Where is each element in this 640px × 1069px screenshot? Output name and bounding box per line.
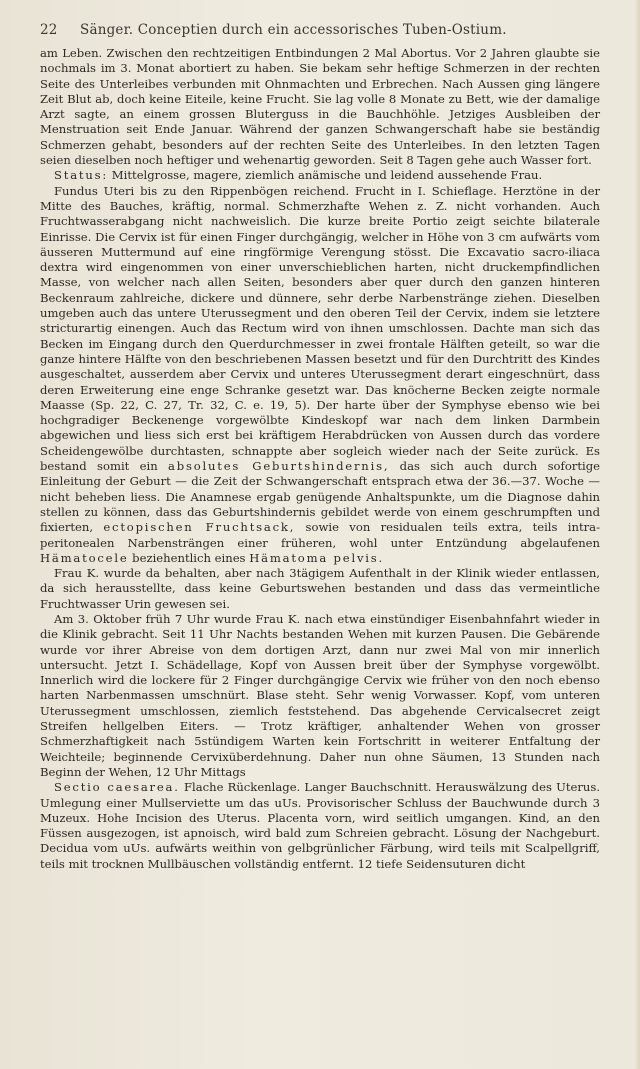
spaced-emphasis-text: Sectio caesarea.	[54, 780, 180, 795]
paragraph-text: Frau K. wurde da behalten, aber nach 3tägigem Aufenthalt in der Klinik wieder entlassen, da sich herausstellte, dass keine Geburtswehen bestanden und dass das vermeintliche Fruchtwasser Urin gewesen sei.	[40, 566, 600, 611]
paragraph-text: Fundus Uteri bis zu den Rippenbögen reichend. Frucht in I. Schieflage. Herztöne in der Mitte des Bauches, kräftig, normal. Schmerzhafte Wehen z. Z. nicht vorhanden. Auch Fruchtwasserabgang nicht nachweislich. Die kurze breite Portio zeigt seichte bilaterale Einrisse. Die Cervix ist für einen Finger durchgängig, welcher in Höhe von 3 cm aufwärts vom äusseren Muttermund auf eine ringförmige Verengung stösst. Die Excavatio sacro-iliaca dextra wird eingenommen von einer unverschieblichen harten, nicht druckempfindlichen Masse, von welcher nach allen Seiten, besonders aber quer durch den ganzen hinteren Beckenraum zahlreiche, dickere und dünnere, sehr derbe Narbenstränge ziehen. Dieselben umgeben auch das untere Uterussegment und den oberen Teil der Cervix, indem sie letztere stricturartig einengen. Auch das Rectum wird von ihnen umschlossen. Dachte man sich das Becken im Eingang durch den Querdurchmesser in zwei frontale Hälften geteilt, so war die ganze hintere Hälfte von den beschriebenen Massen besetzt und für den Durchtritt des Kindes ausgeschaltet, ausserdem aber Cervix und unteres Uterussegment derart eingeschnürt, dass deren Erweiterung eine enge Schranke gesetzt war. Das knöcherne Becken zeigte normale Maasse (Sp. 22, C. 27, Tr. 32, C. e. 19, 5). Der harte über der Symphyse ebenso wie bei hochgradiger Beckenenge vorgewölbte Kindeskopf war nach dem linken Darmbein abgewichen und liess sich erst bei kräftigem Herabdrücken von Aussen durch das vordere Scheidengewölbe durchtasten, schnappte aber sogleich wieder nach der Seite zurück. Es bestand somit ein	[40, 183, 600, 474]
paragraph-text: Flache Rückenlage. Langer Bauchschnitt. Herauswälzung des Uterus. Umlegung einer Mullserviette um das uUs. Provisorischer Schluss der Bauchwunde durch 3 Muzeux. Hohe Incision des Uterus. Placenta vorn, wird seitlich umgangen. Kind, an den Füssen ausgezogen, ist apnoisch, wird bald zum Schreien gebracht. Lösung der Nachgeburt. Decidua vom uUs. aufwärts weithin von gelbgrünlicher Färbung, wird teils mit Scalpellgriff, teils mit trocknen Mullbäuschen vollständig entfernt. 12 tiefe Seidensuturen dicht	[40, 780, 601, 871]
body-text	[40, 46, 600, 872]
paragraph	[40, 46, 600, 168]
paragraph-text: am Leben. Zwischen den rechtzeitigen Entbindungen 2 Mal Abortus. Vor 2 Jahren glaubte sie nochmals im 3. Monat abortiert zu haben. Sie bekam sehr heftige Schmerzen in der rechten Seite des Unterleibes verbunden mit Ohnmachten und Erbrechen. Nach Aussen ging längere Zeit Blut ab, doch keine Eiteile, keine Frucht. Sie lag volle 8 Monate zu Bett, wie der damalige Arzt sagte, an einem grossen Bluterguss in die Bauchhöhle. Jetziges Ausbleiben der Menstruation seit Ende Januar. Während der ganzen Schwangerschaft habe sie beständig Schmerzen gehabt, besonders auf der rechten Seite des Unterleibes. In den letzten Tagen seien dieselben noch heftiger und wehenartig geworden. Seit 8 Tagen gehe auch Wasser fort.	[40, 46, 600, 168]
paragraph	[40, 780, 600, 872]
spaced-emphasis-text: Hämatocele	[40, 550, 129, 565]
running-title: Sänger. Conceptien durch ein accessorisches Tuben-Ostium.	[80, 22, 507, 38]
paragraph-text: das sich auch durch sofortige Einleitung der Geburt — die Zeit der Schwangerschaft entsprach etwa der 36.—37. Woche — nicht beheben liess. Die Anamnese ergab genügende Anhaltspunkte, um die Diagnose dahin stellen zu können, dass das Geburtshindernis gebildet werde von einem geschrumpften und fixierten,	[40, 459, 601, 535]
running-header	[40, 22, 600, 38]
paragraph-text: beziehentlich eines	[128, 550, 250, 565]
paragraph	[40, 184, 600, 566]
paragraph	[40, 566, 600, 612]
spaced-emphasis-text: Hämatoma pelvis.	[249, 550, 385, 565]
paragraph-text: Am 3. Oktober früh 7 Uhr wurde Frau K. nach etwa einstündiger Eisenbahnfahrt wieder in die Klinik gebracht. Seit 11 Uhr Nachts bestanden Wehen mit kurzen Pausen. Die Gebärende wurde vor ihrer Abreise von dem dortigen Arzt, dann nur zwei Mal von mir innerlich untersucht. Jetzt I. Schädellage, Kopf von Aussen breit über der Symphyse vorgewölbt. Innerlich wird die lockere für 2 Finger durchgängige Cervix wie früher von den noch ebenso harten Narbenmassen umschnürt. Blase steht. Sehr wenig Vorwasser. Kopf, vom unteren Uterussegment umschlossen, ziemlich feststehend. Das abgehende Cervicalsecret zeigt Streifen hellgelben Eiters. — Trotz kräftiger, anhaltender Wehen von grosser Schmerzhaftigkeit nach 5stündigem Warten kein Fortschritt in weiterer Entfaltung der Weichteile; beginnende Cervixüberdehnung. Daher nun ohne Säumen, 13 Stunden nach Beginn der Wehen, 12 Uhr Mittags	[40, 611, 600, 779]
page-edge	[634, 0, 640, 1069]
paragraph	[40, 612, 600, 780]
paragraph	[40, 168, 600, 183]
spaced-emphasis-text: Status:	[54, 168, 109, 183]
paragraph-text: sowie von residualen teils extra, teils intra-peritonealen Narbensträngen einer früheren, wohl unter Entzündung abgelaufenen	[40, 520, 600, 550]
page-number: 22	[40, 22, 58, 38]
paragraph-text: Mittelgrosse, magere, ziemlich anämische und leidend aussehende Frau.	[108, 168, 543, 183]
spaced-emphasis-text: ectopischen Fruchtsack,	[103, 520, 296, 535]
spaced-emphasis-text: absolutes Geburtshindernis,	[168, 459, 390, 474]
